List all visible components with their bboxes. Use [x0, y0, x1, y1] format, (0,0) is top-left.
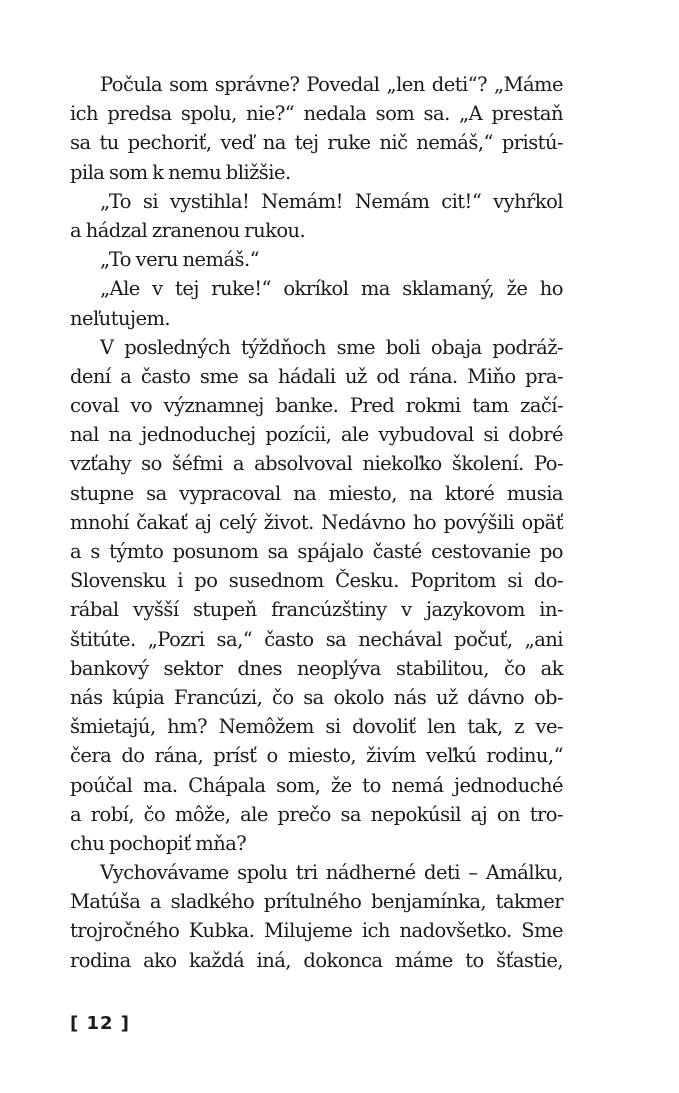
text-line: poúčal ma. Chápala som, že to nemá jednoduché — [70, 773, 563, 797]
page-number: [ 12 ] — [70, 1013, 131, 1034]
text-line: Slovensku i po susednom Česku. Popritom si do- — [70, 569, 563, 593]
text-line: vzťahy so šéfmi a absolvoval niekoľko školení. Po- — [70, 452, 563, 476]
text-line: trojročného Kubka. Milujeme ich nadovšetko. Sme — [70, 919, 563, 943]
text-line: ich predsa spolu, nie?“ nedala som sa. „A prestaň — [70, 102, 563, 126]
text-line: Matúša a sladkého prítulného benjamínka, takmer — [70, 890, 563, 914]
text-line: Počula som správne? Povedal „len deti“? „Máme — [100, 73, 563, 96]
text-line: stupne sa vypracoval na miesto, na ktoré musia — [70, 481, 563, 505]
text-line: V posledných týždňoch sme boli obaja podráž- — [100, 335, 563, 359]
text-line: rábal vyšší stupeň francúzštiny v jazykovom in- — [70, 598, 563, 622]
text-line: a s týmto posunom sa spájalo časté cestovanie po — [70, 540, 563, 563]
text-line: bankový sektor dnes neoplýva stabilitou, čo ak — [70, 656, 563, 680]
text-line: nás kúpia Francúzi, čo sa okolo nás už dávno ob- — [70, 685, 563, 709]
text-line: „To si vystihla! Nemám! Nemám cit!“ vyhŕkol — [100, 189, 563, 213]
text-line: dení a často sme sa hádali už od rána. Miňo pra- — [70, 364, 563, 388]
book-text — [70, 70, 563, 975]
text-line: rodina ako každá iná, dokonca máme to šťastie, — [70, 948, 563, 972]
text-line: šmietajú, hm? Nemôžem si dovoliť len tak, z ve- — [70, 715, 563, 739]
text-line: mnohí čakať aj celý život. Nedávno ho povýšili opäť — [70, 510, 563, 534]
text-line: neľutujem. — [70, 306, 171, 330]
text-line: chu pochopiť mňa? — [70, 831, 247, 855]
text-line: Vychovávame spolu tri nádherné deti – Amálku, — [100, 861, 563, 885]
text-line: sa tu pechoriť, veď na tej ruke nič nemáš,“ pristú- — [70, 131, 563, 155]
text-line: štitúte. „Pozri sa,“ často sa nechával počuť, „ani — [70, 627, 563, 651]
text-line: „To veru nemáš.“ — [100, 248, 260, 272]
text-line: „Ale v tej ruke!“ okríkol ma sklamaný, že ho — [100, 277, 563, 301]
text-line: coval vo významnej banke. Pred rokmi tam začí- — [70, 394, 563, 418]
text-line: a hádzal zranenou rukou. — [70, 218, 306, 242]
text-line: pila som k nemu bližšie. — [70, 160, 291, 184]
text-line: nal na jednoduchej pozícii, ale vybudoval si dobré — [70, 423, 563, 447]
text-line: a robí, čo môže, ale prečo sa nepokúsil aj on tro- — [70, 802, 563, 826]
text-line: čera do rána, prísť o miesto, živím veľkú rodinu,“ — [70, 744, 563, 768]
